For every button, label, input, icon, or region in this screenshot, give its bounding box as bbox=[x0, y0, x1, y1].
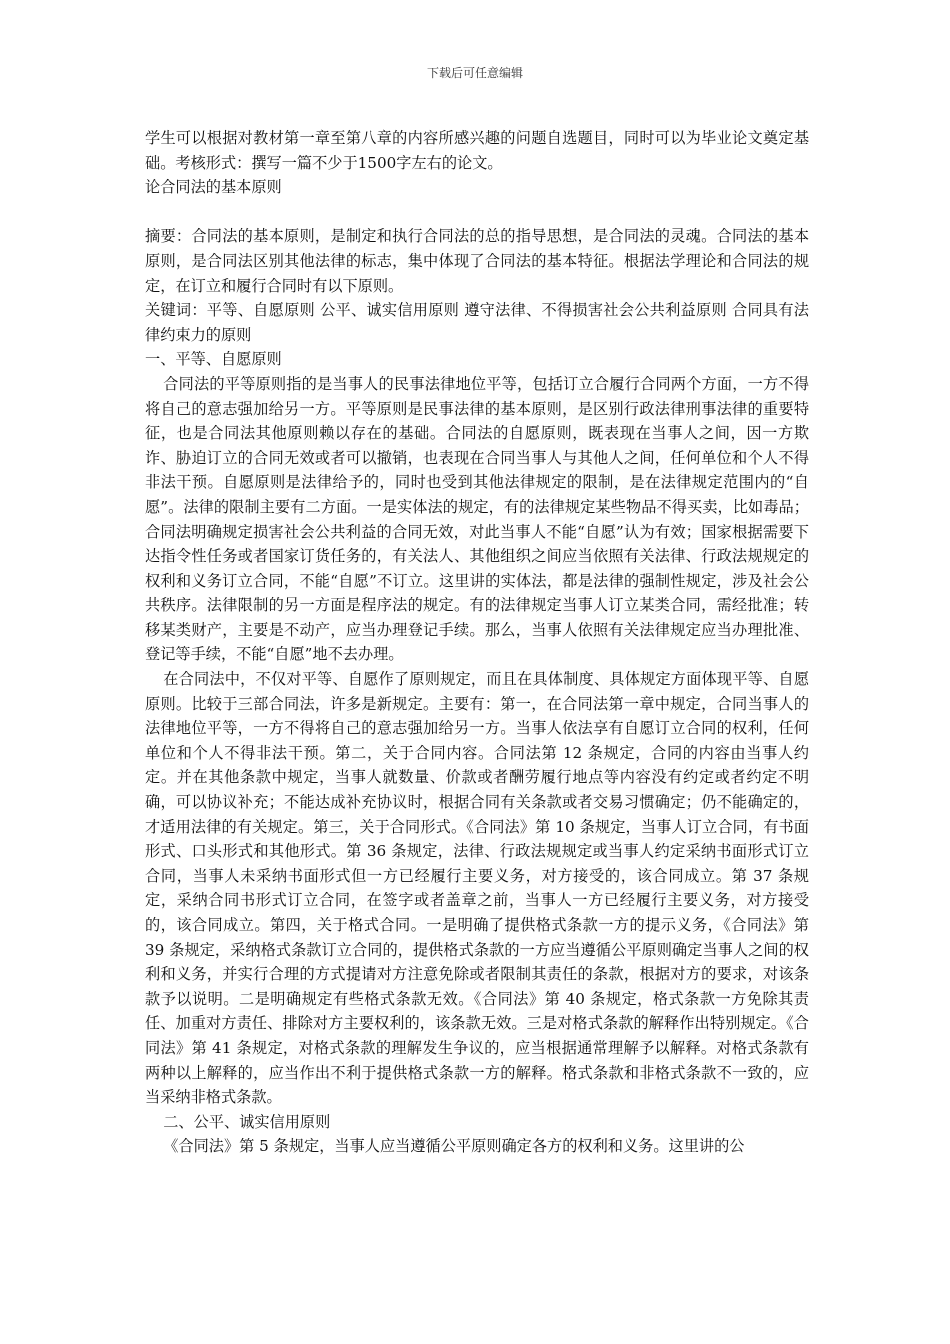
document-title: 论合同法的基本原则 bbox=[145, 178, 282, 197]
section-1-heading: 一、平等、自愿原则 bbox=[145, 350, 282, 369]
section-1-paragraph-2: 在合同法中，不仅对平等、自愿作了原则规定，而且在具体制度、具体规定方面体现平等、自愿原则。比较于三部合同法，许多是新规定。主要有：第一，在合同法第一章中规定，合同当事人的法律地位平等，一方不得将自己的意志强加给另一方。当事人依法享有自愿订立合同的权利，任何单位和个人不得非法干预。第二，关于合同内容。合同法第 12 条规定，合同的内容由当事人约定。并在其他条款中规定，当事人就数量、价款或者酬劳履行地点等内容没有约定或者约定不明确，可以协议补充；不能达成补充协议时，根据合同有关条款或者交易习惯确定；仍不能确定的，才适用法律的有关规定。第三，关于合同形式。《合同法》第 10 条规定，当事人订立合同，有书面形式、口头形式和其他形式。第 36 条规定，法律、行政法规规定或当事人约定采纳书面形式订立合同，当事人未采纳书面形式但一方已经履行主要义务，对方接受的，该合同成立。第 37 条规定，采纳合同书形式订立合同，在签字或者盖章之前，当事人一方已经履行主要义务，对方接受的，该合同成立。第四，关于格式合同。一是明确了提供格式条款一方的提示义务，《合同法》第 39 条规定，采纳格式条款订立合同的，提供格式条款的一方应当遵循公平原则确定当事人之间的权利和义务，并实行合理的方式提请对方注意免除或者限制其责任的条款，根据对方的要求，对该条款予以说明。二是明确规定有些格式条款无效。《合同法》第 40 条规定，格式条款一方免除其责任、加重对方责任、排除对方主要权利的，该条款无效。三是对格式条款的解释作出特别规定。《合同法》第 41 条规定，对格式条款的理解发生争议的，应当根据通常理解予以解释。对格式条款有两种以上解释的，应当作出不利于提供格式条款一方的解释。格式条款和非格式条款不一致的，应当采纳非格式条款。 bbox=[145, 670, 809, 1107]
page-header: 下载后可任意编辑 bbox=[426, 66, 523, 80]
section-2-paragraph-1: 《合同法》第 5 条规定，当事人应当遵循公平原则确定各方的权利和义务。这里讲的公 bbox=[163, 1137, 745, 1156]
keywords-paragraph: 关键词：平等、自愿原则 公平、诚实信用原则 遵守法律、不得损害社会公共利益原则 合同具有法律约束力的原则 bbox=[145, 301, 809, 344]
document-body bbox=[145, 126, 809, 1159]
section-1-paragraph-1: 合同法的平等原则指的是当事人的民事法律地位平等，包括订立合履行合同两个方面，一方不得将自己的意志强加给另一方。平等原则是民事法律的基本原则，是区别行政法律刑事法律的重要特征，也是合同法其他原则赖以存在的基础。合同法的自愿原则，既表现在当事人之间，因一方欺诈、胁迫订立的合同无效或者可以撤销，也表现在合同当事人与其他人之间，任何单位和个人不得非法干预。自愿原则是法律给予的，同时也受到其他法律规定的限制，是在法律规定范围内的“自愿”。法律的限制主要有二方面。一是实体法的规定，有的法律规定某些物品不得买卖，比如毒品；合同法明确规定损害社会公共利益的合同无效，对此当事人不能“自愿”认为有效；国家根据需要下达指令性任务或者国家订货任务的，有关法人、其他组织之间应当依照有关法律、行政法规规定的权利和义务订立合同，不能“自愿”不订立。这里讲的实体法，都是法律的强制性规定，涉及社会公共秩序。法律限制的另一方面是程序法的规定。有的法律规定当事人订立某类合同，需经批准；转移某类财产，主要是不动产，应当办理登记手续。那么，当事人依照有关法律规定应当办理批准、登记等手续，不能“自愿”地不去办理。 bbox=[145, 374, 809, 664]
section-2-heading: 二、公平、诚实信用原则 bbox=[163, 1112, 331, 1131]
abstract-paragraph: 摘要：合同法的基本原则，是制定和执行合同法的总的指导思想，是合同法的灵魂。合同法的基本原则，是合同法区别其他法律的标志，集中体现了合同法的基本特征。根据法学理论和合同法的规定，在订立和履行合同时有以下原则。 bbox=[145, 227, 809, 295]
blank-line bbox=[145, 200, 809, 225]
intro-paragraph: 学生可以根据对教材第一章至第八章的内容所感兴趣的问题自选题目，同时可以为毕业论文奠定基础。考核形式：撰写一篇不少于1500字左右的论文。 bbox=[145, 129, 809, 172]
